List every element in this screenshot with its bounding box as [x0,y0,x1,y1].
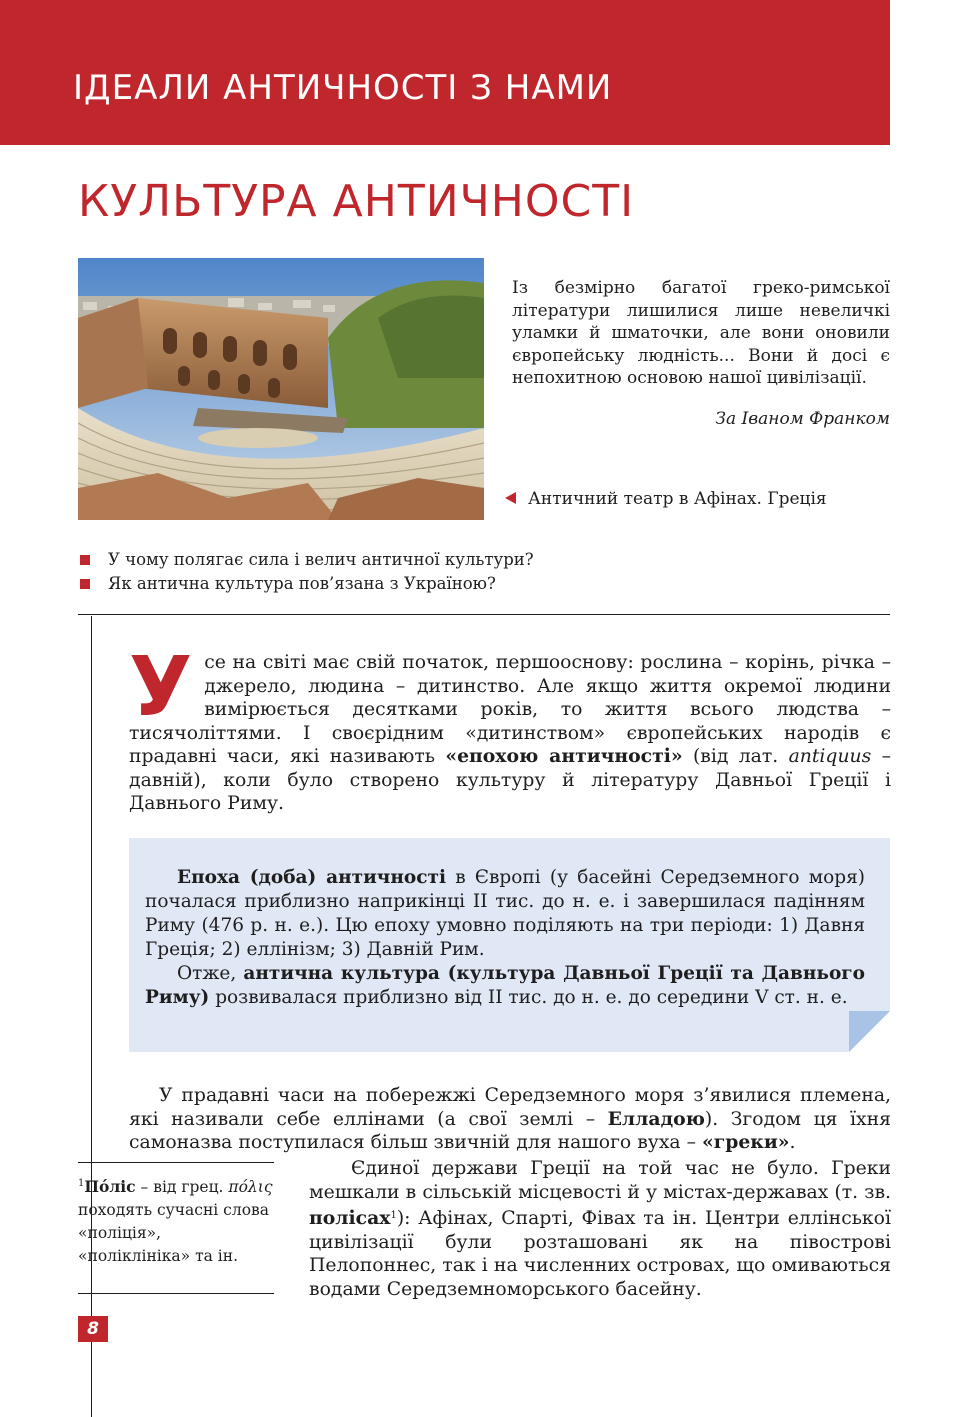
question-item [80,548,534,572]
red-square-bullet-icon [80,579,90,589]
term-hellas: Елладою [607,1107,705,1130]
definition-term: Епоха (доба) античності [177,867,446,888]
term-antiquity-era: «епохою античності» [445,745,683,767]
intro-text: (від лат. [682,746,789,767]
paragraph-text: ): Афінах, Спарті, Фівах та ін. Центри еллінської цивілізації були розташовані як на півострові Пелопоннес, так і на численних островах, що омиваються водами Середземноморського басейну. [309,1208,891,1300]
footnote-text: походять сучасні слова «поліція», «поліклініка» та ін. [78,1201,270,1265]
term-greeks: «греки» [701,1131,790,1153]
epigraph-quote: Із безмірно багатої греко-римської літератури лишилися лише невеличкі уламки й шматочки, але вони оновили європейську людність... Вони й досі є непохитною основою нашої цивілізації. [512,278,890,388]
banner-title: ІДЕАЛИ АНТИЧНОСТІ З НАМИ [73,68,613,108]
footnote-text: – від грец. [135,1178,229,1196]
poleis-paragraph [309,1157,891,1301]
section-divider [78,614,890,615]
footnote-rule-top [78,1162,274,1163]
question-text: У чому полягає сила і велич античної культури? [108,550,534,569]
footnote-rule-bottom [78,1293,274,1294]
folded-corner-icon [849,1011,890,1052]
header-banner [0,0,890,145]
definition-body: Отже, [177,963,244,984]
intro-text: се на світі має свій початок, першооснову: рослина – корінь, річка – джерело, людина – дитинство. Але якщо життя окремої людини вимірюється десятками років, то життя всього людства – тисячоліттями. І своєрідним «дитинством» європейських народів є прадавні часи, які називають [129,652,891,767]
footnote [78,1172,274,1268]
red-square-bullet-icon [80,555,90,565]
footnote-number: 1 [78,1178,85,1189]
hellenes-paragraph [129,1084,891,1155]
paragraph-text: Єдиної держави Греції на той час не було. Греки мешкали в сільській місцевості й у містах-державах (т. зв. [309,1158,891,1203]
definition-text [145,866,865,1010]
drop-cap: У [129,640,193,735]
paragraph-text: У прадавні часи на побережжі Середземного моря з’явилися племена, які називали себе еллінами (а свої землі – [129,1085,891,1130]
photo-caption [505,489,827,509]
definition-body: в Європі (у басейні Середземного моря) почалася приблизно наприкінці II тис. до н. е. і завершилася падінням Риму (476 р. н. е.). Цю епоху умовно поділяють на три періоди: 1) Давня Греція; 2) еллінізм; 3) Давній Рим. [145,867,865,960]
term-poleis: полісах [309,1207,391,1229]
page-number: 8 [78,1316,108,1342]
definition-term: антична культура (культура Давньої Греції та Давнього Риму) [145,963,865,1008]
caption-text: Античний театр в Афінах. Греція [528,489,827,509]
question-item [80,572,534,596]
footnote-term: Пóліс [84,1177,136,1196]
intro-paragraph [129,640,891,816]
intro-text: – давній), коли було створено культуру й літературу Давньої Греції і Давнього Риму. [129,746,891,814]
definition-paragraph [145,962,865,1010]
definition-paragraph [145,866,865,962]
margin-rule [91,616,92,1417]
page-title: КУЛЬТУРА АНТИЧНОСТІ [78,176,635,227]
epigraph-author: За Іваном Франком [715,409,890,429]
footnote-ref: 1 [390,1210,397,1221]
ancient-theatre-photo [78,258,484,520]
footnote-greek-word: πόλις [228,1178,273,1196]
question-text: Як антична культура пов’язана з Україною? [108,574,496,593]
paragraph-text: . [789,1132,796,1153]
latin-word: antiquus [788,746,872,767]
definition-body: розвивалася приблизно від II тис. до н. е. до середини V ст. н. е. [209,987,848,1008]
caption-pointer-icon [505,492,516,504]
lesson-questions [80,548,534,596]
paragraph-text: ). Згодом ця їхня самоназва поступилася більш звичній для нашого вуха – [129,1108,891,1153]
